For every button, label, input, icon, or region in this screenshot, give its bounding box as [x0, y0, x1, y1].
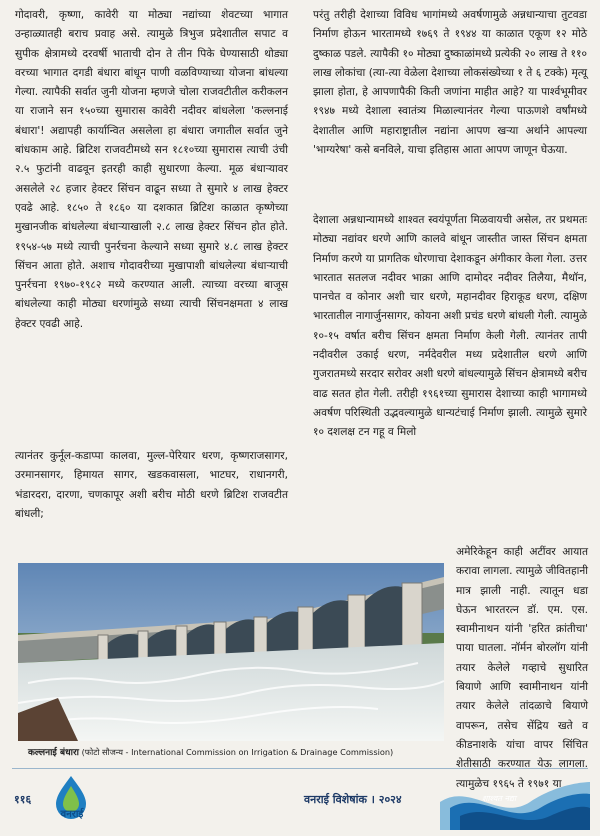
paragraph-green-revolution: अमेरिकेहून काही अटींवर आयात करावा लागला. त्यामुळे जीवितहानी मात्र झाली नाही. त्यातून धडा घेऊन भारतरत्न डॉ. एम. एस. स्वामीनाथन यांनी 'हरित क्रांतीचा' पाया घातला. नॉर्मन बोरलॉग यांनी तयार केलेले गव्हाचे सुधारित बियाणे आणि स्वामीनाथन यांनी तयार केलेले तांदळाचे बियाणे वापरून, तसेच सेंद्रिय खते व कीडनाशके यांचा वापर सिंचित शेतीसाठी करण्यात येऊ लागला. त्यामुळेच १९६५ ते १९७१ या	[456, 546, 588, 790]
logo-text: वनराई	[60, 809, 84, 820]
article-left-column-middle	[15, 447, 288, 559]
waves-label: शाश्वत नद्या	[482, 794, 517, 803]
article-right-column-bottom	[313, 211, 587, 541]
article-right-column-top	[313, 6, 587, 200]
article-left-column-top	[15, 6, 288, 438]
paragraph-famines: परंतु तरीही देशाच्या विविध भागांमध्ये अवर्षणामुळे अन्नधान्याचा तुटवडा निर्माण होऊन भारतामध्ये १७६९ ते १९४४ या काळात एकूण १२ मोठे दुष्काळ पडले. त्यापैकी १० मोठ्या दुष्काळांमध्ये प्रत्येकी २० लाख ते ११० लाख लोकांचा (त्या-त्या वेळेला देशाच्या लोकसंख्येच्या १ ते ६ टक्के) मृत्यू झाला होता, हे आपणापैकी किती जणांना माहीत आहे? या पार्श्वभूमीवर १९४७ मध्ये देशाला स्वातंत्र्य मिळाल्यानंतर गेल्या पाऊणशे वर्षांमध्ये देशातील आणि महाराष्ट्रातील नद्यांना आपण खऱ्या अर्थाने आपल्या 'भाग्यरेषा' कसे बनविले, याचा इतिहास आता आपण जाणून घेऊया.	[313, 9, 587, 157]
page-number: ११६	[14, 793, 32, 806]
caption-title: कल्लनाई बंधारा	[28, 748, 79, 758]
paragraph-british-dams: त्यानंतर कुर्नूल-कडाप्पा कालवा, मुल्ल-पेरियार धरण, कृष्णराजसागर, उरमानसागर, हिमायत सागर, खडकवासला, भाटघर, राधानगरी, भंडारदरा, दारणा, चणकापूर अशी बरीच मोठी धरणे ब्रिटिश राजवटीत बांधली;	[15, 450, 288, 520]
caption-credit: (फोटो सौजन्य - International Commission on Irrigation & Drainage Commission)	[81, 747, 394, 757]
paragraph-post-independence: देशाला अन्नधान्यामध्ये शाश्वत स्वयंपूर्णता मिळवायची असेल, तर प्रथमतः मोठ्या नद्यांवर धरणे आणि कालवे बांधून जास्तीत जास्त सिंचन क्षमता निर्माण करणे या प्रागतिक धोरणाचा देशाकडून अंगीकार केला गेला. उत्तर भारतात सतलज नदीवर भाक्रा आणि दामोदर नदीवर तिलैया, मैथॉन, पानचेत व कोनार अशी चार धरणे, महानदीवर हिराकूड धरण, दक्षिण भारतातील नागार्जुनसागर, कोयना अशी प्रचंड धरणे बांधली गेली. त्यामुळे १०-१५ वर्षात बरीच सिंचन क्षमता निर्माण केली गेली. त्यानंतर तापी नदीवरील उकाई धरण, नर्मदेवरील मध्य प्रदेशातील धरणे आणि गुजरातमध्ये सरदार सरोवर अशी धरणे बांधल्यामुळे सिंचन क्षेत्रामध्ये बरीच वाढ सतत होत गेली. तरीही १९६१च्या सुमारास देशाच्या काही भागामध्ये अवर्षण परिस्थिती उद्भवल्यामुळे धान्यटंचाई निर्माण झाली. त्यामुळे सुमारे १० दशलक्ष टन गहू व मिलो	[313, 214, 587, 439]
photo-caption	[28, 745, 458, 758]
article-right-wrap-column	[456, 543, 588, 790]
publication-title: वनराई विशेषांक । २०२४	[304, 793, 402, 806]
footer-divider	[12, 768, 588, 769]
paragraph-old-dams: गोदावरी, कृष्णा, कावेरी या मोठ्या नद्यांच्या शेवटच्या भागात उन्हाळ्यातही बराच प्रवाह असे. त्यामुळे त्रिभुज प्रदेशातील सपाट व सुपीक क्षेत्रामध्ये दरवर्षी भाताची दोन ते तीन पिके घेण्यासाठी थोड्या वरच्या भागात दगडी बंधारा बांधून पाणी वळविण्याच्या योजना बांधल्या गेल्या. त्यापैकी सर्वात जुनी योजना म्हणजे चोला राजवटीतील करीकलन या राजाने सन १५०च्या सुमारास कावेरी नदीवर बांधलेला 'कल्लनाई बंधारा'! अद्यापही कार्यान्वित असलेला हा बंधारा जगातील सर्वात जुने बांधकाम आहे. ब्रिटिश राजवटीमध्ये सन १८१०च्या सुमारास त्याची उंची २.५ फुटांनी वाढवून इतरही काही सुधारणा केल्या. मूळ बंधाऱ्यावर असलेले २८ हजार हेक्टर सिंचन वाढून सध्या ते सुमारे ४ लाख हेक्टर एवढे आहे. १८५० ते १८६० या दशकात ब्रिटिश काळात कृष्णेच्या मुखानजीक बांधलेल्या बंधाऱ्याखाली २.८ लाख हेक्टर सिंचन होत होते. १९५४-५७ मध्ये त्याची पुनर्रचना केल्याने सध्या सुमारे ४.८ लाख हेक्टर सिंचन आता होते. अशाच गोदावरीच्या मुखापाशी बांधलेल्या बंधाऱ्याची पुनर्रचना १९७०-१९८२ मध्ये करण्यात आली. त्याच्या वरच्या बाजूस बांधलेल्या काही मोठ्या धरणांमुळे सध्या त्याची सिंचनक्षमता ४ लाख हेक्टर एवढी आहे.	[15, 9, 288, 330]
kallanai-dam-photo	[18, 563, 444, 741]
dam-illustration	[18, 563, 444, 741]
